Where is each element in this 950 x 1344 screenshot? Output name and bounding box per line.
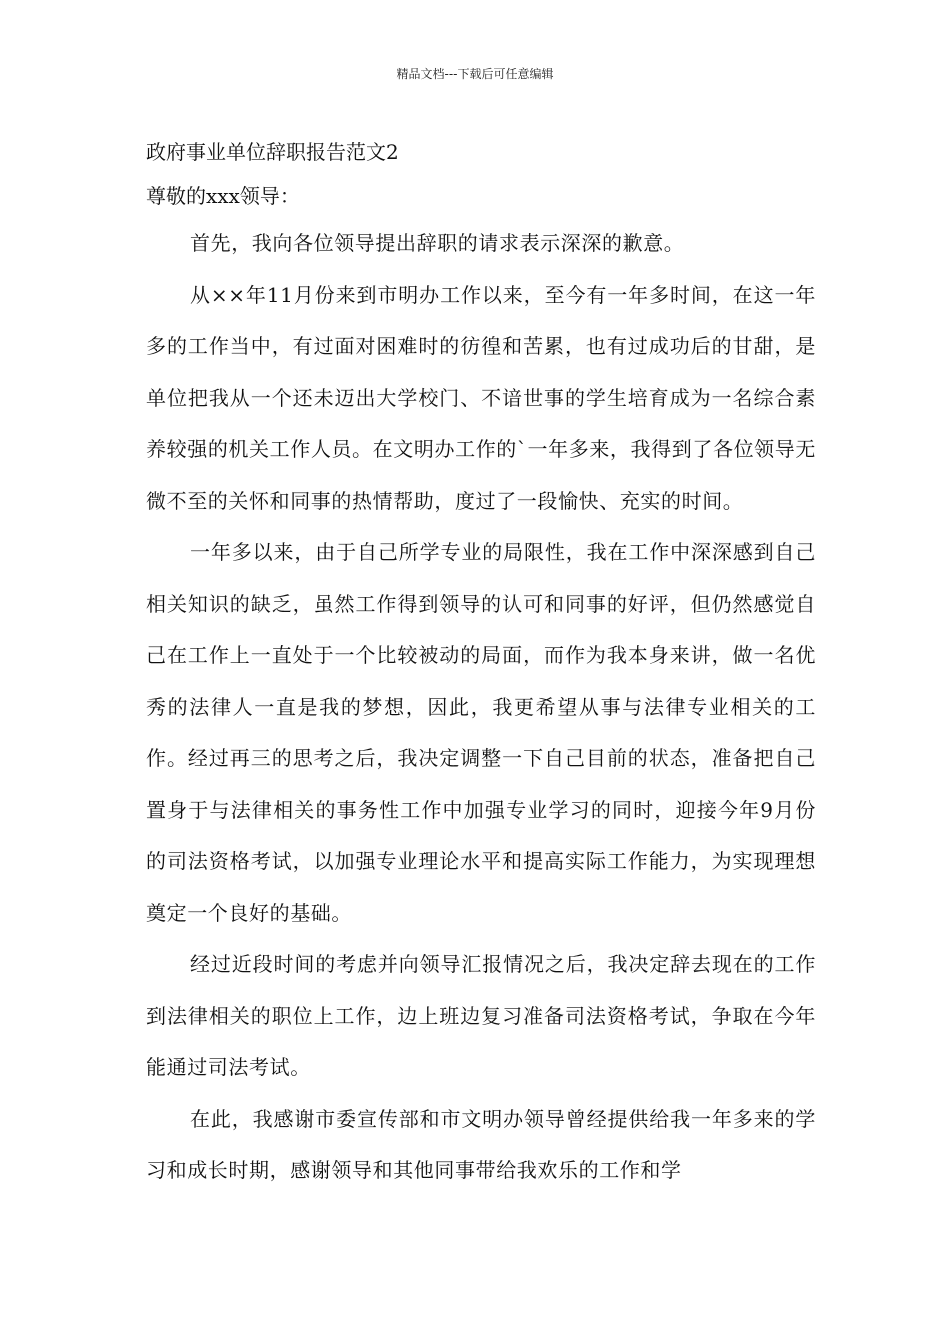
paragraph: 首先，我向各位领导提出辞职的请求表示深深的歉意。 <box>190 231 685 255</box>
page-header: 精品文档---下载后可任意编辑 <box>396 67 554 81</box>
salutation: 尊敬的xxx领导： <box>146 184 300 208</box>
document-title: 政府事业单位辞职报告范文2 <box>146 140 399 164</box>
paragraph: 经过近段时间的考虑并向领导汇报情况之后，我决定辞去现在的工作到法律相关的职位上工作，边上班边复习准备司法资格考试，争取在今年能通过司法考试。 <box>146 952 816 1079</box>
paragraph: 一年多以来，由于自己所学专业的局限性，我在工作中深深感到自己相关知识的缺乏，虽然工作得到领导的认可和同事的好评，但仍然感觉自己在工作上一直处于一个比较被动的局面，而作为我本身来讲，做一名优秀的法律人一直是我的梦想，因此，我更希望从事与法律专业相关的工作。经过再三的思考之后，我决定调整一下自己目前的状态，准备把自己置身于与法律相关的事务性工作中加强专业学习的同时，迎接今年9月份的司法资格考试，以加强专业理论水平和提高实际工作能力，为实现理想奠定一个良好的基础。 <box>146 540 816 925</box>
paragraph: 从××年11月份来到市明办工作以来，至今有一年多时间，在这一年多的工作当中，有过面对困难时的彷徨和苦累，也有过成功后的甘甜，是单位把我从一个还未迈出大学校门、不谙世事的学生培育成为一名综合素养较强的机关工作人员。在文明办工作的`一年多来，我得到了各位领导无微不至的关怀和同事的热情帮助，度过了一段愉快、充实的时间。 <box>146 282 816 513</box>
paragraph: 在此，我感谢市委宣传部和市文明办领导曾经提供给我一年多来的学习和成长时期，感谢领导和其他同事带给我欢乐的工作和学 <box>146 1106 816 1182</box>
document-body <box>146 130 816 1197</box>
